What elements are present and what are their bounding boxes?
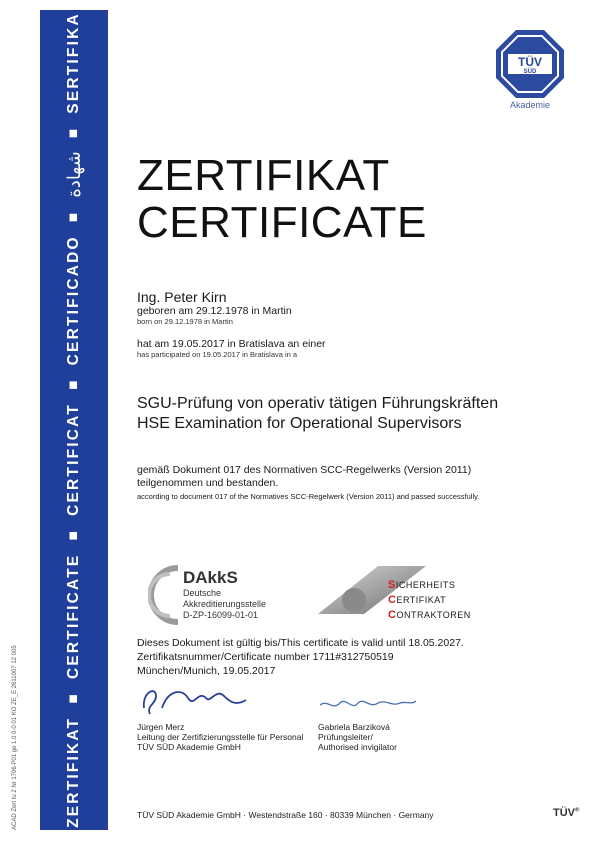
holder-block [137,289,326,359]
holder-name: Ing. Peter Kirn [137,289,227,305]
issue-place-date: München/Munich, 19.05.2017 [137,665,276,677]
signer-role: Authorised invigilator [318,742,397,752]
certificate-title [137,152,427,246]
document-line1-de: gemäß Dokument 017 des Normativen SCC-Regelwerks (Version 2011) [137,464,472,476]
signer-block [318,722,397,752]
validity-text: Dieses Dokument ist gültig bis/This certificate is valid until 18.05.2027. [137,637,464,649]
title-line-en: CERTIFICATE [137,198,427,247]
band-separator: ■ [65,197,82,236]
dakks-mark [183,568,266,621]
band-word: CERTIFICATE [65,553,82,680]
document-line-en: according to document 017 of the Normatives SCC-Regelwerk (Version 2011) and passed successfully. [137,492,480,501]
exam-title-en: HSE Examination for Operational Supervisors [137,415,462,432]
side-band-text [40,10,108,830]
logo-top-text: TÜV [518,55,542,69]
document-reference [137,464,479,503]
exam-title [137,394,498,434]
validity-block [137,636,464,678]
dakks-line2: Akkreditierungsstelle [183,599,267,609]
dakks-line1: Deutsche [183,588,222,598]
document-code: ACAD Zert tu 2 Nr 1706 P01 ge 1.0 0-0 01 KO ZE_E 2611007 12 005 [12,645,18,830]
logo-bottom-text: SÜD [523,69,537,75]
band-word: ZERTIFIKAT [65,716,82,828]
dakks-title: DAkkS [183,568,238,587]
footer-address: TÜV SÜD Akademie GmbH · Westendstraße 160 · 80339 München · Germany [137,810,434,820]
signer-name: Jürgen Merz [137,722,185,732]
holder-born-en: born on 29.12.1978 in Martin [137,317,233,326]
document-line2-de: teilgenommen und bestanden. [137,477,279,489]
logo-label: Akademie [509,100,551,110]
holder-born-de: geboren am 29.12.1978 in Martin [137,305,292,317]
scc-line2: CERTIFIKAT [388,594,447,606]
band-word: SERTIFIKA [65,12,82,114]
signer-role: TÜV SÜD Akademie GmbH [137,742,241,752]
scc-mark [388,578,471,623]
holder-participated-en: has participated on 19.05.2017 in Bratislava in a [137,350,298,359]
signer-role: Prüfungsleiter/ [318,732,373,742]
band-word-arabic: شهادة [63,151,84,198]
signer-block [137,722,303,752]
band-separator: ■ [65,515,82,554]
tuv-sud-logo [492,28,568,108]
scc-line3: CONTRAKTOREN [388,609,471,621]
band-separator: ■ [65,365,82,403]
holder-participated-de: hat am 19.05.2017 in Bratislava an einer [137,338,326,350]
exam-title-de: SGU-Prüfung von operativ tätigen Führungskräften [137,395,499,412]
signer-role: Leitung der Zertifizierungsstelle für Personal [137,732,304,742]
signature-merz [138,678,258,718]
footer-logo: TÜV® [553,807,580,819]
scc-line1: SICHERHEITS [388,579,456,591]
band-word: CERTIFICADO [65,235,82,366]
band-separator: ■ [65,679,82,717]
band-separator: ■ [65,113,82,152]
certificate-number: Zertifikatsnummer/Certificate number 1711#312750519 [137,651,394,663]
signature-barzikova [318,695,418,715]
side-band [40,10,108,830]
dakks-line3: D-ZP-16099-01-01 [183,610,259,620]
title-line-de: ZERTIFIKAT [137,151,390,200]
band-word: CERTIFICAT [65,402,82,516]
signer-name: Gabriela Barziková [318,722,390,732]
